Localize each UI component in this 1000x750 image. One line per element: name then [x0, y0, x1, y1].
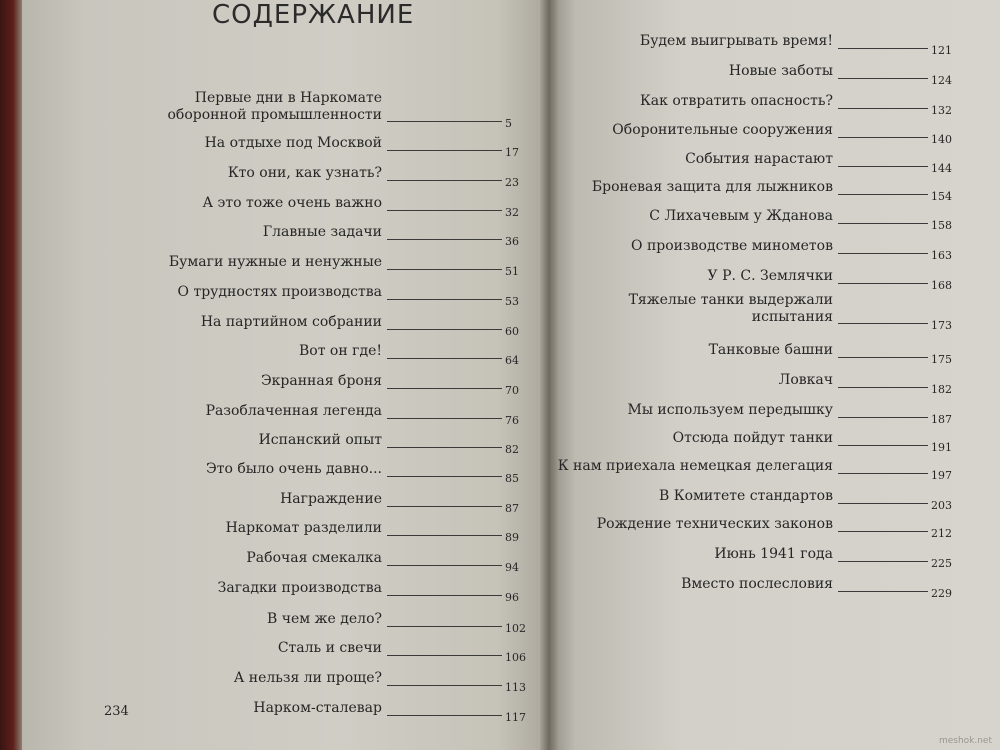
toc-entry-title: Наркомат разделили	[225, 520, 382, 536]
leader-line	[838, 323, 928, 324]
leader-line	[838, 166, 928, 167]
book-gutter	[540, 0, 558, 750]
toc-entry-title: Рождение технических законов	[596, 516, 833, 532]
toc-entry-page: 82	[505, 443, 519, 456]
leader-line	[838, 387, 928, 388]
leader-line	[838, 108, 928, 109]
leader-line	[387, 565, 502, 566]
watermark: meshok.net	[938, 736, 992, 746]
toc-entry-title: Экранная броня	[260, 373, 382, 389]
toc-entry-title: Отсюда пойдут танки	[672, 430, 833, 446]
toc-entry-title: Кто они, как узнать?	[227, 165, 382, 181]
toc-entry-title: Загадки производства	[217, 580, 382, 596]
toc-entry-title: Новые заботы	[728, 63, 833, 79]
toc-entry-page: 175	[931, 353, 952, 366]
toc-entry-page: 191	[931, 441, 952, 454]
toc-entry-title: Как отвратить опасность?	[639, 93, 833, 109]
leader-line	[387, 506, 502, 507]
toc-entry-page: 102	[505, 622, 526, 635]
toc-entry-title: События нарастают	[685, 151, 833, 167]
toc-entry-page: 163	[931, 249, 952, 262]
toc-entry-page: 124	[931, 74, 952, 87]
toc-entry-title: А это тоже очень важно	[202, 195, 382, 211]
toc-entry-page: 76	[505, 414, 519, 427]
toc-entry-page: 229	[931, 587, 952, 600]
leader-line	[387, 358, 502, 359]
toc-entry-page: 117	[505, 711, 526, 724]
toc-entry-page: 23	[505, 176, 519, 189]
leader-line	[838, 223, 928, 224]
toc-entry-page: 36	[505, 235, 519, 248]
toc-entry-title: Вот он где!	[299, 343, 382, 359]
toc-entry-title: На отдыхе под Москвой	[204, 135, 382, 151]
leader-line	[387, 418, 502, 419]
toc-entry-title: О трудностях производства	[177, 284, 382, 300]
toc-entry-title: Нарком-сталевар	[253, 700, 382, 716]
contents-heading: СОДЕРЖАНИЕ	[212, 0, 415, 30]
leader-line	[387, 535, 502, 536]
leader-line	[387, 715, 502, 716]
leader-line	[838, 78, 928, 79]
toc-entry-title: Оборонительные сооружения	[612, 122, 833, 138]
toc-entry-title: Июнь 1941 года	[714, 546, 833, 562]
leader-line	[387, 447, 502, 448]
toc-entry-page: 154	[931, 190, 952, 203]
leader-line	[387, 329, 502, 330]
toc-entry-title: Бумаги нужные и ненужные	[168, 254, 382, 270]
leader-line	[838, 503, 928, 504]
toc-entry-page: 89	[505, 531, 519, 544]
leader-line	[387, 180, 502, 181]
toc-entry-title: Разоблаченная легенда	[205, 403, 382, 419]
toc-entry-title: Мы используем передышку	[627, 402, 833, 418]
toc-entry-title: Сталь и свечи	[277, 640, 382, 656]
toc-entry-page: 113	[505, 681, 526, 694]
toc-entry-title: В Комитете стандартов	[659, 488, 833, 504]
leader-line	[387, 685, 502, 686]
toc-entry-page: 96	[505, 591, 519, 604]
leader-line	[387, 210, 502, 211]
toc-entry-title: Это было очень давно...	[205, 461, 382, 477]
toc-entry-page: 121	[931, 44, 952, 57]
left-page	[22, 0, 550, 750]
toc-entry-title: Главные задачи	[262, 224, 382, 240]
toc-entry-page: 197	[931, 469, 952, 482]
toc-entry-page: 60	[505, 325, 519, 338]
leader-line	[387, 655, 502, 656]
toc-entry-title: На партийном собрании	[200, 314, 382, 330]
toc-entry-title: У Р. С. Землячки	[707, 268, 833, 284]
leader-line	[387, 595, 502, 596]
toc-entry-page: 51	[505, 265, 519, 278]
leader-line	[838, 561, 928, 562]
toc-entry-page: 158	[931, 219, 952, 232]
toc-entry-title: В чем же дело?	[267, 611, 382, 627]
leader-line	[838, 357, 928, 358]
leader-line	[838, 48, 928, 49]
toc-entry-page: 203	[931, 499, 952, 512]
toc-entry-title: Будем выигрывать время!	[639, 33, 833, 49]
book-cover-edge	[0, 0, 22, 750]
leader-line	[838, 253, 928, 254]
toc-entry-page: 32	[505, 206, 519, 219]
leader-line	[838, 445, 928, 446]
toc-entry-page: 70	[505, 384, 519, 397]
toc-entry-page: 106	[505, 651, 526, 664]
toc-entry-page: 132	[931, 104, 952, 117]
toc-entry-page: 85	[505, 472, 519, 485]
toc-entry-title: Тяжелые танки выдержали испытания	[628, 292, 833, 325]
leader-line	[838, 473, 928, 474]
right-page	[548, 0, 1000, 750]
toc-entry-page: 87	[505, 502, 519, 515]
toc-entry-title: Рабочая смекалка	[246, 550, 382, 566]
leader-line	[838, 531, 928, 532]
leader-line	[387, 299, 502, 300]
toc-entry-title: Вместо послесловия	[681, 576, 833, 592]
toc-entry-page: 94	[505, 561, 519, 574]
toc-entry-page: 182	[931, 383, 952, 396]
toc-entry-title: Первые дни в Наркомате оборонной промышленности	[167, 90, 382, 123]
toc-entry-title: О производстве минометов	[631, 238, 833, 254]
page-number: 234	[104, 704, 129, 719]
toc-entry-page: 187	[931, 413, 952, 426]
toc-entry-page: 144	[931, 162, 952, 175]
leader-line	[387, 626, 502, 627]
toc-entry-page: 53	[505, 295, 519, 308]
leader-line	[387, 121, 502, 122]
leader-line	[387, 476, 502, 477]
leader-line	[387, 150, 502, 151]
toc-entry-page: 212	[931, 527, 952, 540]
leader-line	[387, 269, 502, 270]
toc-entry-title: Ловкач	[778, 372, 833, 388]
leader-line	[387, 388, 502, 389]
toc-entry-title: А нельзя ли проще?	[233, 670, 382, 686]
leader-line	[838, 137, 928, 138]
toc-entry-page: 17	[505, 146, 519, 159]
toc-entry-title: Броневая защита для лыжников	[591, 179, 833, 195]
toc-entry-page: 5	[505, 117, 512, 130]
toc-entry-title: Испанский опыт	[258, 432, 382, 448]
toc-entry-page: 173	[931, 319, 952, 332]
toc-entry-title: Награждение	[280, 491, 382, 507]
toc-entry-page: 140	[931, 133, 952, 146]
leader-line	[387, 239, 502, 240]
leader-line	[838, 591, 928, 592]
toc-entry-page: 168	[931, 279, 952, 292]
toc-entry-page: 64	[505, 354, 519, 367]
toc-entry-title: С Лихачевым у Жданова	[649, 208, 833, 224]
leader-line	[838, 283, 928, 284]
toc-entry-title: Танковые башни	[708, 342, 833, 358]
leader-line	[838, 194, 928, 195]
leader-line	[838, 417, 928, 418]
toc-entry-page: 225	[931, 557, 952, 570]
toc-entry-title: К нам приехала немецкая делегация	[557, 458, 833, 474]
